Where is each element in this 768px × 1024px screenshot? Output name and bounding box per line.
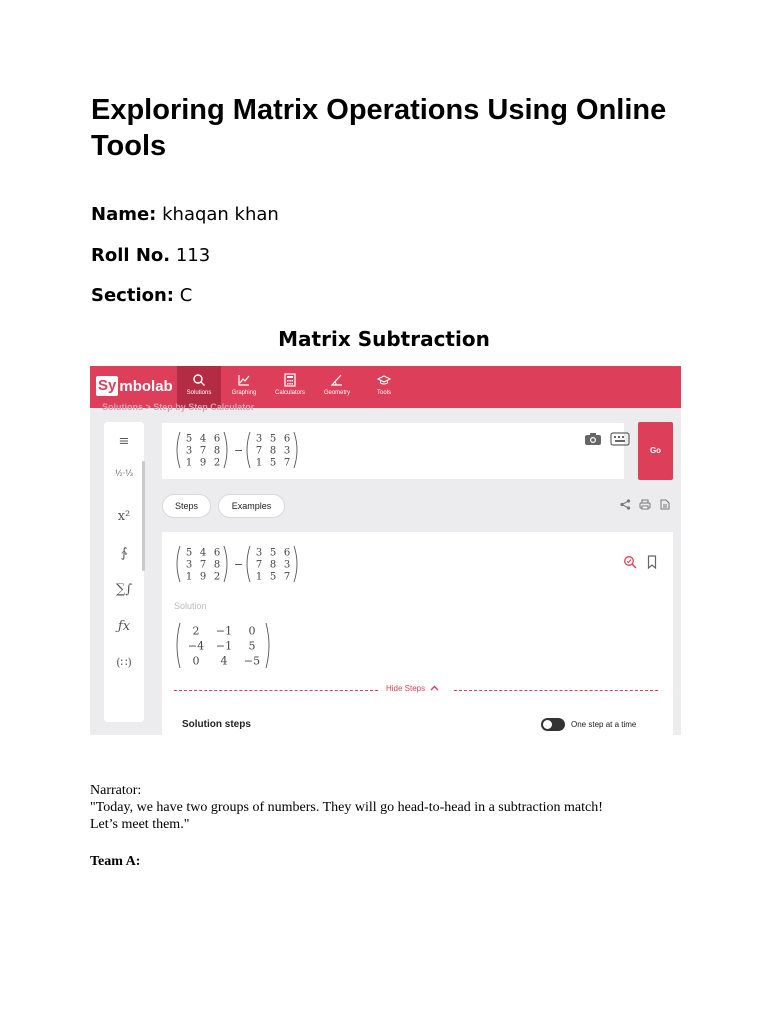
camera-icon[interactable] xyxy=(584,432,602,446)
result-cell: 4 xyxy=(220,654,228,668)
problem-a-cell: 3 xyxy=(185,559,193,571)
input-b-cell: 8 xyxy=(269,445,277,457)
breadcrumb: Solutions > Step by Step Calculator xyxy=(102,402,255,412)
result-cell: 5 xyxy=(248,639,256,653)
divider-right xyxy=(454,690,658,691)
go-button[interactable]: Go xyxy=(638,422,673,480)
divider-left xyxy=(174,690,378,691)
symbolab-logo[interactable] xyxy=(96,375,173,397)
hide-steps-label: Hide Steps xyxy=(386,684,426,693)
expression-input[interactable] xyxy=(162,423,624,479)
result-cell: −4 xyxy=(187,639,205,653)
sum-integral-icon[interactable]: ∑∫ xyxy=(115,582,133,597)
input-a-cell: 3 xyxy=(185,445,193,457)
problem-b-cell: 7 xyxy=(283,571,291,583)
input-b-cell: 6 xyxy=(283,433,291,445)
result-cell: −1 xyxy=(215,624,233,638)
symbolab-screenshot xyxy=(90,366,681,735)
problem-a-cell: 4 xyxy=(199,547,207,559)
input-a-right-paren xyxy=(224,432,227,468)
input-a-cell: 8 xyxy=(213,445,221,457)
zoom-icon[interactable] xyxy=(623,555,637,569)
chevron-up-icon xyxy=(430,685,439,691)
roll-line xyxy=(91,244,210,268)
input-a-cell: 4 xyxy=(199,433,207,445)
input-a-cell: 6 xyxy=(213,433,221,445)
problem-a-right-paren xyxy=(224,546,227,582)
power-icon[interactable]: x² xyxy=(117,509,131,524)
input-b-cell: 5 xyxy=(269,433,277,445)
document-title: Exploring Matrix Operations Using Online Tools xyxy=(91,94,667,162)
problem-a-cell: 2 xyxy=(213,571,221,583)
problem-b-cell: 5 xyxy=(269,571,277,583)
problem-minus: − xyxy=(234,558,244,571)
nav-calculators-label: Calculators xyxy=(274,390,305,396)
roll-label: Roll No. xyxy=(91,245,171,266)
trig-icon[interactable]: ∱ xyxy=(120,546,128,561)
nav-graphing-label: Graphing xyxy=(231,390,257,396)
input-b-left-paren xyxy=(247,432,250,468)
input-a-cell: 1 xyxy=(185,457,193,469)
result-cell: 2 xyxy=(192,624,200,638)
problem-b-right-paren xyxy=(294,546,297,582)
name-label: Name: xyxy=(91,204,157,225)
function-icon[interactable]: ƒx xyxy=(117,619,131,634)
input-minus: − xyxy=(234,444,244,457)
input-a-cell: 2 xyxy=(213,457,221,469)
input-b-right-paren xyxy=(294,432,297,468)
input-b-cell: 1 xyxy=(255,457,263,469)
problem-b-cell: 1 xyxy=(255,571,263,583)
name-line xyxy=(91,203,279,227)
one-step-label: One step at a time xyxy=(571,720,637,729)
result-cell: 0 xyxy=(248,624,256,638)
logo-sy: Sy xyxy=(98,377,117,394)
problem-b-cell: 3 xyxy=(283,559,291,571)
share-icon[interactable] xyxy=(620,499,631,510)
graph-icon xyxy=(237,373,251,387)
document-icon[interactable] xyxy=(660,499,670,510)
matrix-icon[interactable]: (∷) xyxy=(116,656,132,669)
input-a-left-paren xyxy=(177,432,180,468)
input-b-cell: 3 xyxy=(283,445,291,457)
input-b-cell: 5 xyxy=(269,457,277,469)
narrator-label: Narrator: xyxy=(90,783,142,798)
section-value: C xyxy=(179,285,193,306)
problem-b-cell: 6 xyxy=(283,547,291,559)
menu-icon[interactable]: ≡ xyxy=(118,434,130,449)
result-cell: 0 xyxy=(192,654,200,668)
problem-expression xyxy=(174,542,314,588)
result-cell: −1 xyxy=(215,639,233,653)
nav-geometry[interactable] xyxy=(315,366,359,408)
print-icon[interactable] xyxy=(639,499,651,510)
problem-b-cell: 7 xyxy=(255,559,263,571)
input-b-cell: 7 xyxy=(283,457,291,469)
solution-label: Solution xyxy=(174,601,207,611)
calculator-icon xyxy=(283,373,297,387)
problem-b-cell: 5 xyxy=(269,547,277,559)
solution-steps-title: Solution steps xyxy=(182,719,251,730)
result-matrix xyxy=(174,619,284,675)
input-expression xyxy=(174,428,314,472)
problem-b-left-paren xyxy=(247,546,250,582)
bookmark-icon[interactable] xyxy=(647,555,657,569)
problem-a-cell: 8 xyxy=(213,559,221,571)
problem-a-cell: 5 xyxy=(185,547,193,559)
one-step-toggle[interactable] xyxy=(541,718,565,731)
roll-value: 113 xyxy=(175,245,211,266)
sidebar-scrollbar[interactable] xyxy=(142,461,145,571)
result-cell: −5 xyxy=(243,654,261,668)
input-b-cell: 3 xyxy=(255,433,263,445)
hide-steps-button[interactable] xyxy=(386,684,439,693)
keyboard-icon[interactable] xyxy=(610,432,630,446)
angle-icon xyxy=(330,373,344,387)
problem-a-left-paren xyxy=(177,546,180,582)
problem-b-cell: 3 xyxy=(255,547,263,559)
input-a-cell: 7 xyxy=(199,445,207,457)
nav-tools[interactable] xyxy=(362,366,406,408)
input-a-cell: 9 xyxy=(199,457,207,469)
narrator-line-2: Let’s meet them." xyxy=(90,817,190,832)
steps-button[interactable]: Steps xyxy=(162,494,211,518)
input-a-cell: 5 xyxy=(185,433,193,445)
graduation-cap-icon xyxy=(377,373,391,387)
problem-a-cell: 1 xyxy=(185,571,193,583)
team-a-label: Team A: xyxy=(90,854,141,869)
input-b-cell: 7 xyxy=(255,445,263,457)
problem-a-cell: 7 xyxy=(199,559,207,571)
nav-tools-label: Tools xyxy=(376,390,391,396)
problem-b-cell: 8 xyxy=(269,559,277,571)
nav-calculators[interactable] xyxy=(268,366,312,408)
section-heading: Matrix Subtraction xyxy=(278,327,490,351)
math-keyboard-sidebar xyxy=(104,422,144,722)
section-label: Section: xyxy=(91,285,174,306)
result-left-paren xyxy=(177,623,180,668)
search-icon xyxy=(192,373,206,387)
nav-solutions-label: Solutions xyxy=(186,390,212,396)
examples-button[interactable]: Examples xyxy=(218,494,285,518)
name-value: khaqan khan xyxy=(162,204,279,225)
problem-a-cell: 9 xyxy=(199,571,207,583)
section-line xyxy=(91,284,192,308)
nav-geometry-label: Geometry xyxy=(323,390,351,396)
narrator-line-1: "Today, we have two groups of numbers. They will go head-to-head in a subtraction match! xyxy=(90,800,603,815)
fraction-icon[interactable]: ½·⅓ xyxy=(114,469,134,478)
result-right-paren xyxy=(266,623,269,668)
logo-rest: mbolab xyxy=(119,377,173,395)
problem-a-cell: 6 xyxy=(213,547,221,559)
